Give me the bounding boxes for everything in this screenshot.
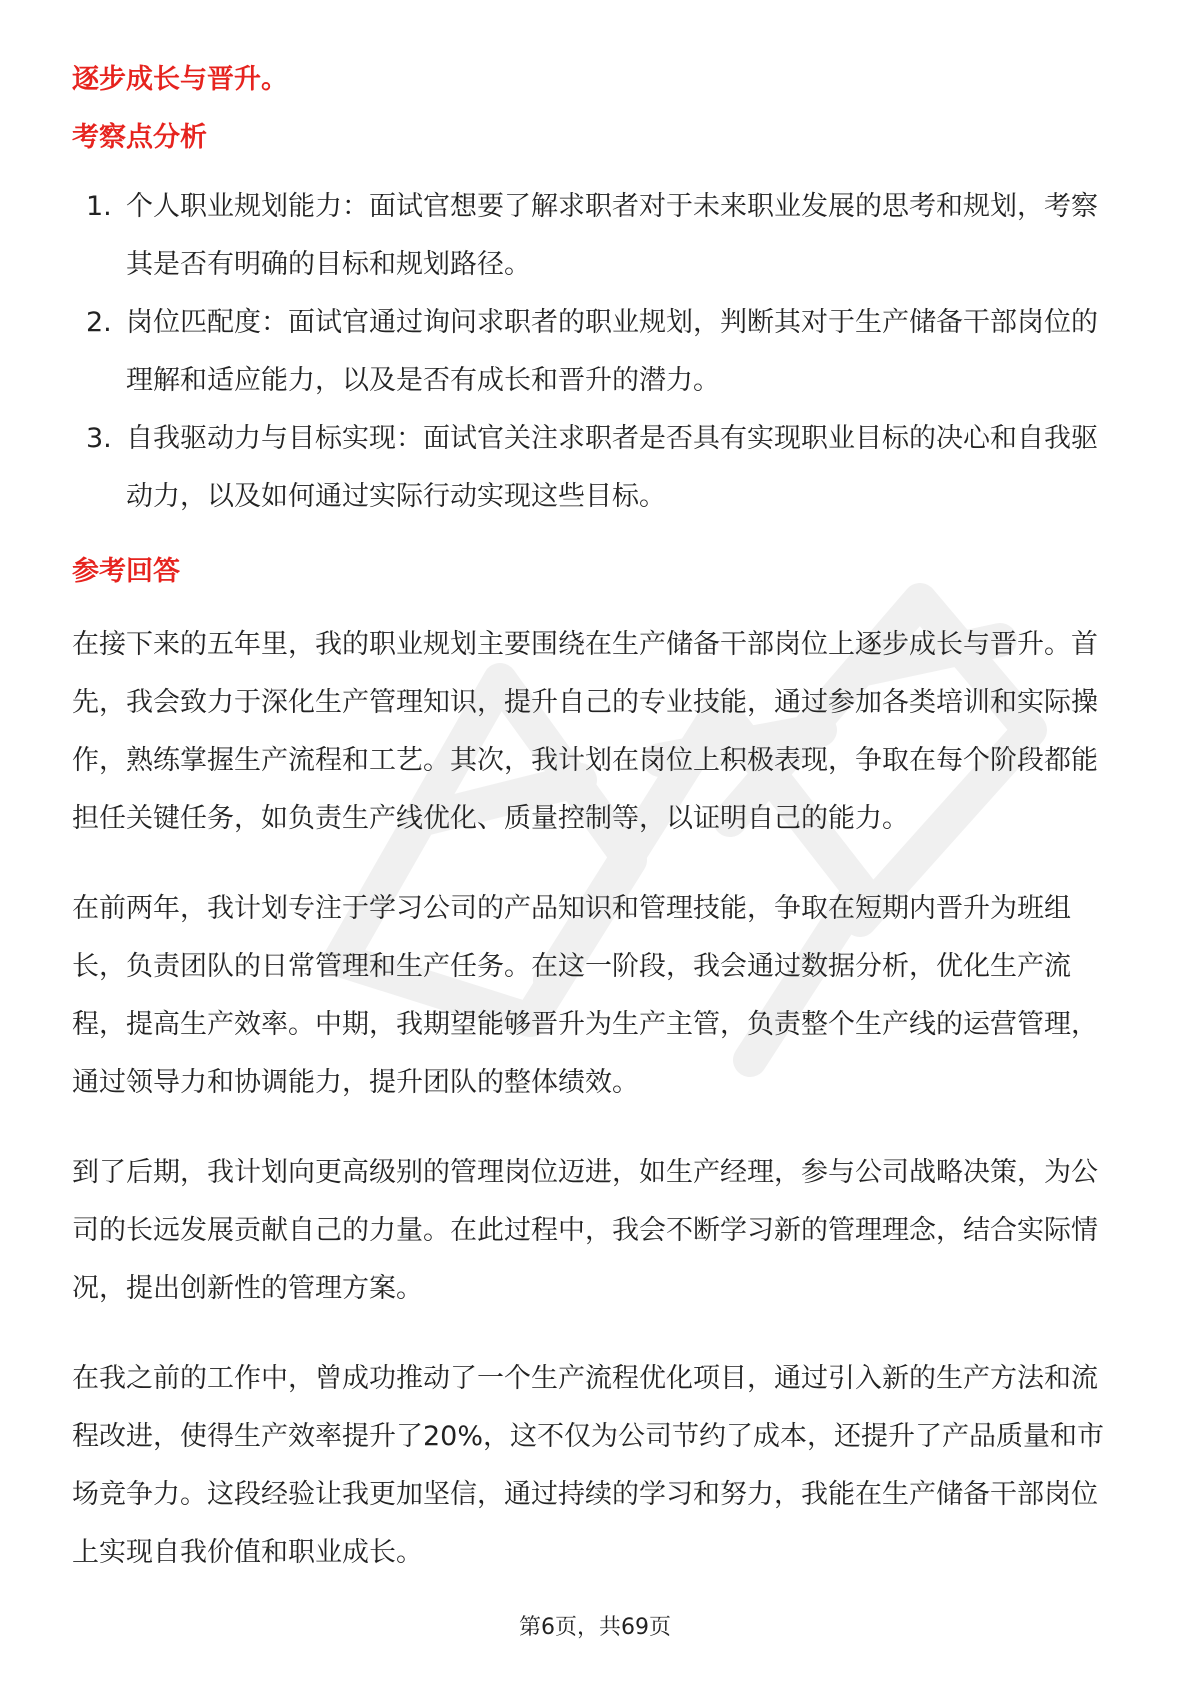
answer-paragraph: 在接下来的五年里，我的职业规划主要围绕在生产储备干部岗位上逐步成长与晋升。首先，我会致力于深化生产管理知识，提升自己的专业技能，通过参加各类培训和实际操作，熟练掌握生产流程和工艺。其次，我计划在岗位上积极表现，争取在每个阶段都能担任关键任务，如负责生产线优化、质量控制等，以证明自己的能力。 bbox=[72, 629, 1098, 834]
answer-paragraph: 在我之前的工作中，曾成功推动了一个生产流程优化项目，通过引入新的生产方法和流程改进，使得生产效率提升了20%，这不仅为公司节约了成本，还提升了产品质量和市场竞争力。这段经验让我更加坚信，通过持续的学习和努力，我能在生产储备干部岗位上实现自我价值和职业成长。 bbox=[72, 1363, 1105, 1568]
answer-paragraph: 在前两年，我计划专注于学习公司的产品知识和管理技能，争取在短期内晋升为班组长，负责团队的日常管理和生产任务。在这一阶段，我会通过数据分析，优化生产流程，提高生产效率。中期，我期望能够晋升为生产主管，负责整个生产线的运营管理，通过领导力和协调能力，提升团队的整体绩效。 bbox=[72, 893, 1098, 1098]
list-item-number: 2. bbox=[86, 307, 112, 338]
list-item bbox=[72, 410, 1118, 526]
list-item-number: 3. bbox=[86, 423, 112, 454]
answer-paragraph: 到了后期，我计划向更高级别的管理岗位迈进，如生产经理，参与公司战略决策，为公司的长远发展贡献自己的力量。在此过程中，我会不断学习新的管理理念，结合实际情况，提出创新性的管理方案。 bbox=[72, 1157, 1098, 1304]
list-item-text: 岗位匹配度：面试官通过询问求职者的职业规划，判断其对于生产储备干部岗位的理解和适应能力，以及是否有成长和晋升的潜力。 bbox=[126, 307, 1098, 396]
analysis-heading: 考察点分析 bbox=[72, 122, 207, 153]
document-body bbox=[72, 50, 1118, 1582]
answer-heading: 参考回答 bbox=[72, 556, 180, 587]
list-item-text: 个人职业规划能力：面试官想要了解求职者对于未来职业发展的思考和规划，考察其是否有明确的目标和规划路径。 bbox=[126, 191, 1098, 280]
intro-heading: 逐步成长与晋升。 bbox=[72, 64, 288, 95]
list-item-number: 1. bbox=[86, 191, 112, 222]
list-item bbox=[72, 294, 1118, 410]
list-item-text: 自我驱动力与目标实现：面试官关注求职者是否具有实现职业目标的决心和自我驱动力，以及如何通过实际行动实现这些目标。 bbox=[126, 423, 1098, 512]
list-item bbox=[72, 178, 1118, 294]
analysis-list bbox=[72, 178, 1118, 526]
page-number-footer: 第6页，共69页 bbox=[519, 1615, 671, 1640]
